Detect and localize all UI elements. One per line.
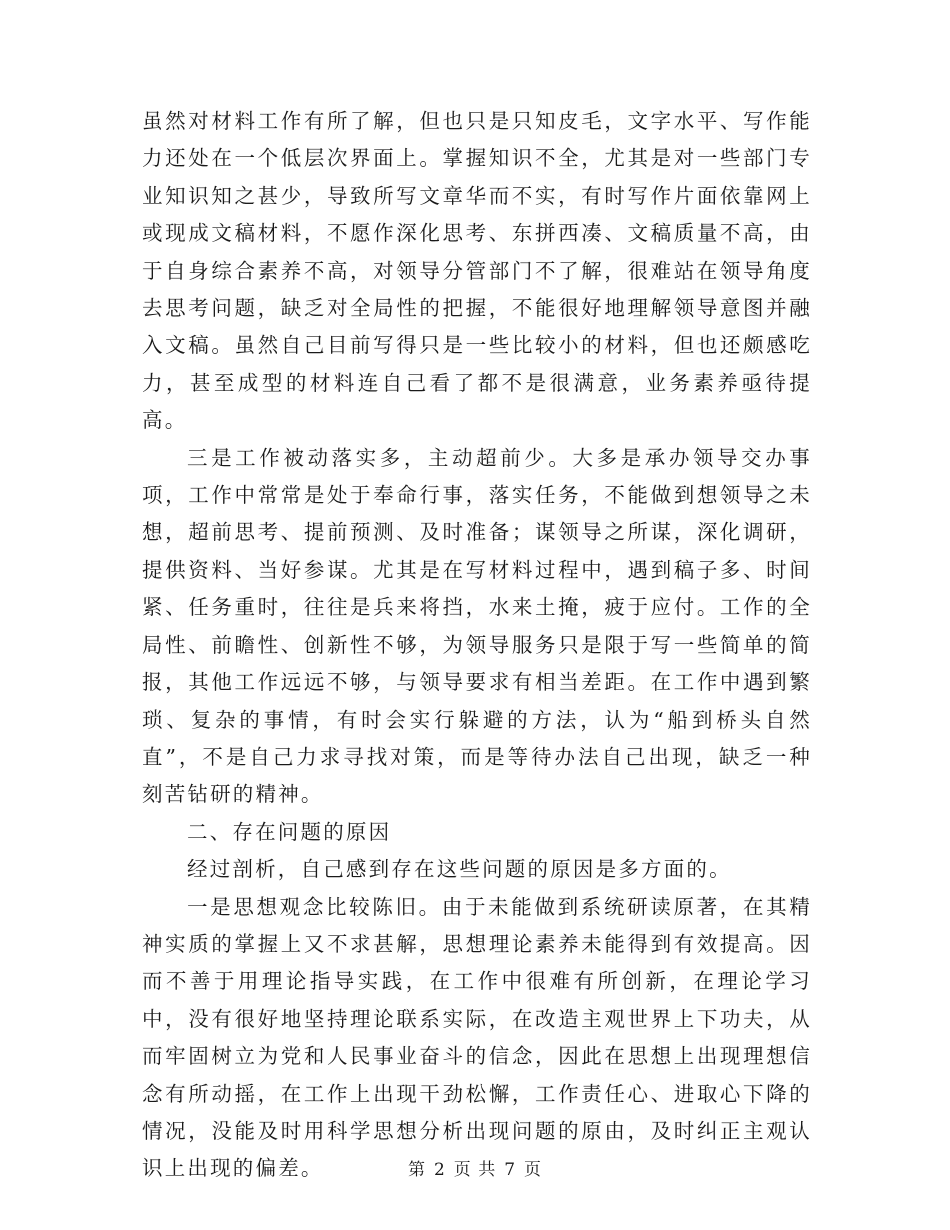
paragraph-continued-text: 虽然对材料工作有所了解，但也只是只知皮毛，文字水平、写作能力还处在一个低层次界面上。掌握知识不全，尤其是对一些部门专业知识知之甚少，导致所写文章华而不实，有时写作片面依靠网上或现成文稿材料，不愿作深化思考、东拼西凑、文稿质量不高，由于自身综合素养不高，对领导分管部门不了解，很难站在领导角度去思考问题，缺乏对全局性的把握，不能很好地理解领导意图并融入文稿。虽然自己目前写得只是一些比较小的材料，但也还颇感吃力，甚至成型的材料连自己看了都不是很满意，业务素养亟待提高。 [142, 109, 812, 433]
footer-middle: 页 共 [453, 1160, 497, 1180]
section-heading: 二、存在问题的原因 [187, 819, 392, 844]
document-body [142, 103, 812, 1188]
paragraph-cause-one: 一是思想观念比较陈旧。由于未能做到系统研读原著，在其精神实质的掌握上又不求甚解，思想理论素养未能得到有效提高。因而不善于用理论指导实践，在工作中很难有所创新，在理论学习中，没有很好地坚持理论联系实际，在改造主观世界上下功夫，从而牢固树立为党和人民事业奋斗的信念，因此在思想上出现理想信念有所动摇，在工作上出现干劲松懈，工作责任心、进取心下降的情况，没能及时用科学思想分析出现问题的原由，及时纠正主观认识上出现的偏差。 [142, 894, 812, 1181]
page-footer [0, 1155, 950, 1180]
footer-current-page: 2 [433, 1160, 446, 1180]
footer-prefix: 第 [407, 1160, 426, 1180]
paragraph-section-intro: 经过剖析，自己感到存在这些问题的原因是多方面的。 [187, 857, 732, 882]
paragraph-point-three: 三是工作被动落实多，主动超前少。大多是承办领导交办事项，工作中常常是处于奉命行事，落实任务，不能做到想领导之未想，超前思考、提前预测、及时准备；谋领导之所谋，深化调研，提供资料、当好参谋。尤其是在写材料过程中，遇到稿子多、时间紧、任务重时，往往是兵来将挡，水来土掩，疲于应付。工作的全局性、前瞻性、创新性不够，为领导服务只是限于写一些简单的简报，其他工作远远不够，与领导要求有相当差距。在工作中遇到繁琐、复杂的事情，有时会实行躲避的方法，认为“船到桥头自然直”，不是自己力求寻找对策，而是等待办法自己出现，缺乏一种刻苦钻研的精神。 [142, 445, 812, 807]
footer-suffix: 页 [524, 1160, 543, 1180]
footer-total-pages: 7 [504, 1160, 517, 1180]
